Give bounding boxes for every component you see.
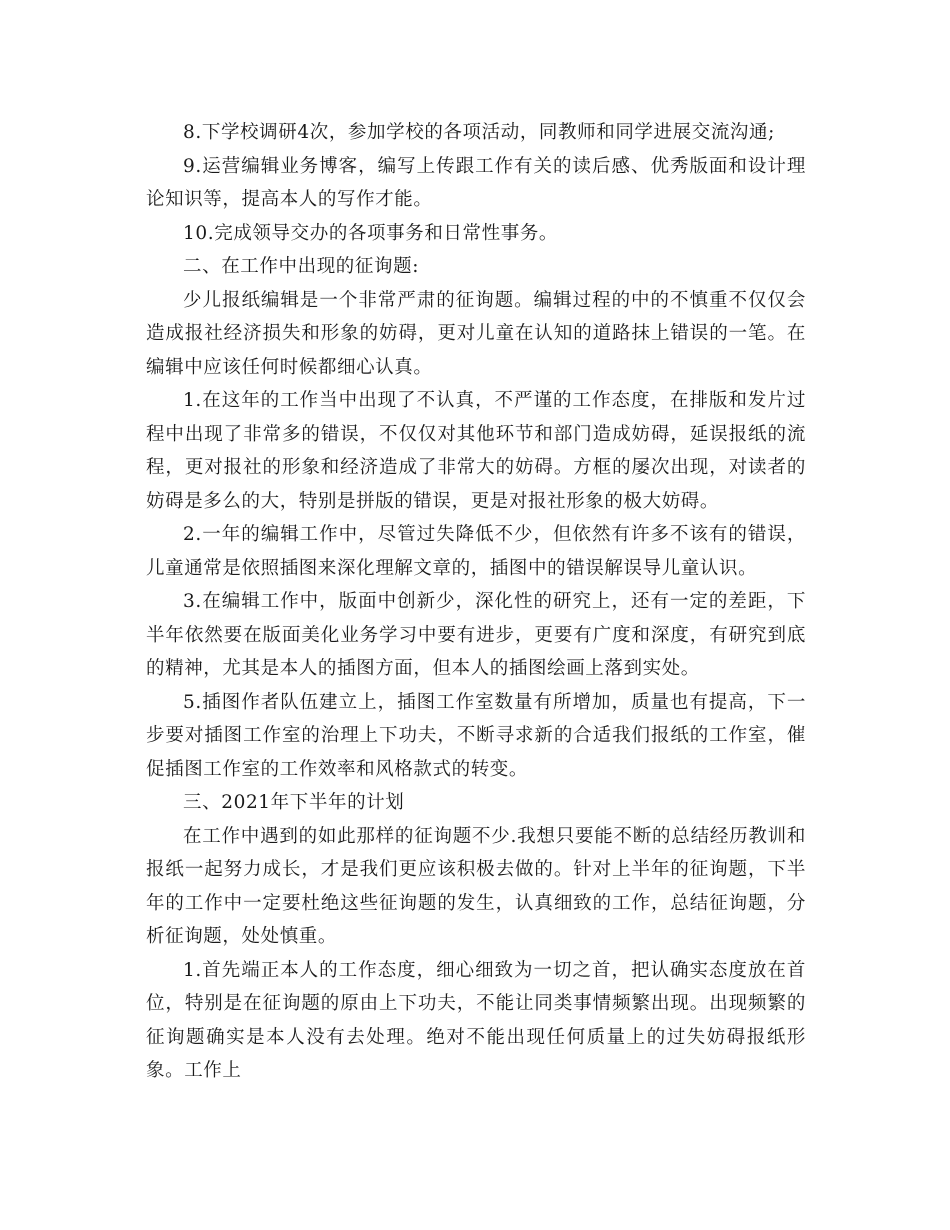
paragraph: 8.下学校调研4次，参加学校的各项活动，同教师和同学进展交流沟通; [183, 122, 775, 143]
paragraph: 2.一年的编辑工作中，尽管过失降低不少，但依然有许多不该有的错误，儿童通常是依照插图来深化理解文章的，插图中的错误解误导儿童认识。 [146, 524, 806, 579]
paragraph: 9.运营编辑业务博客，编写上传跟工作有关的读后感、优秀版面和设计理论知识等，提高本人的写作才能。 [146, 155, 806, 210]
paragraph: 少儿报纸编辑是一个非常严肃的征询题。编辑过程的中的不慎重不仅仅会造成报社经济损失和形象的妨碍，更对儿童在认知的道路抹上错误的一笔。在编辑中应该任何时候都细心认真。 [146, 289, 806, 378]
paragraph: 10.完成领导交办的各项事务和日常性事务。 [183, 222, 559, 244]
document-body [146, 116, 806, 1088]
paragraph: 5.插图作者队伍建立上，插图工作室数量有所增加，质量也有提高，下一步要对插图工作室的治理上下功夫，不断寻求新的合适我们报纸的工作室，催促插图工作室的工作效率和风格款式的转变。 [146, 691, 806, 780]
section-heading: 二、在工作中出现的征询题: [183, 256, 420, 277]
paragraph: 在工作中遇到的如此那样的征询题不少.我想只要能不断的总结经历教训和报纸一起努力成长，才是我们更应该积极去做的。针对上半年的征询题，下半年的工作中一定要杜绝这些征询题的发生，认真细致的工作，总结征询题，分析征询题，处处慎重。 [146, 825, 806, 947]
section-heading: 三、2021年下半年的计划 [183, 792, 405, 813]
paragraph: 1.在这年的工作当中出现了不认真，不严谨的工作态度，在排版和发片过程中出现了非常多的错误，不仅仅对其他环节和部门造成妨碍，延误报纸的流程，更对报社的形象和经济造成了非常大的妨碍。方框的屡次出现，对读者的妨碍是多么的大，特别是拼版的错误，更是对报社形象的极大妨碍。 [146, 390, 806, 512]
paragraph: 3.在编辑工作中，版面中创新少，深化性的研究上，还有一定的差距，下半年依然要在版面美化业务学习中要有进步，更要有广度和深度，有研究到底的精神，尤其是本人的插图方面，但本人的插图绘画上落到实处。 [146, 591, 806, 679]
paragraph: 1.首先端正本人的工作态度，细心细致为一切之首，把认确实态度放在首位，特别是在征询题的原由上下功夫，不能让同类事情频繁出现。出现频繁的征询题确实是本人没有去处理。绝对不能出现任何质量上的过失妨碍报纸形象。工作上 [146, 959, 806, 1081]
